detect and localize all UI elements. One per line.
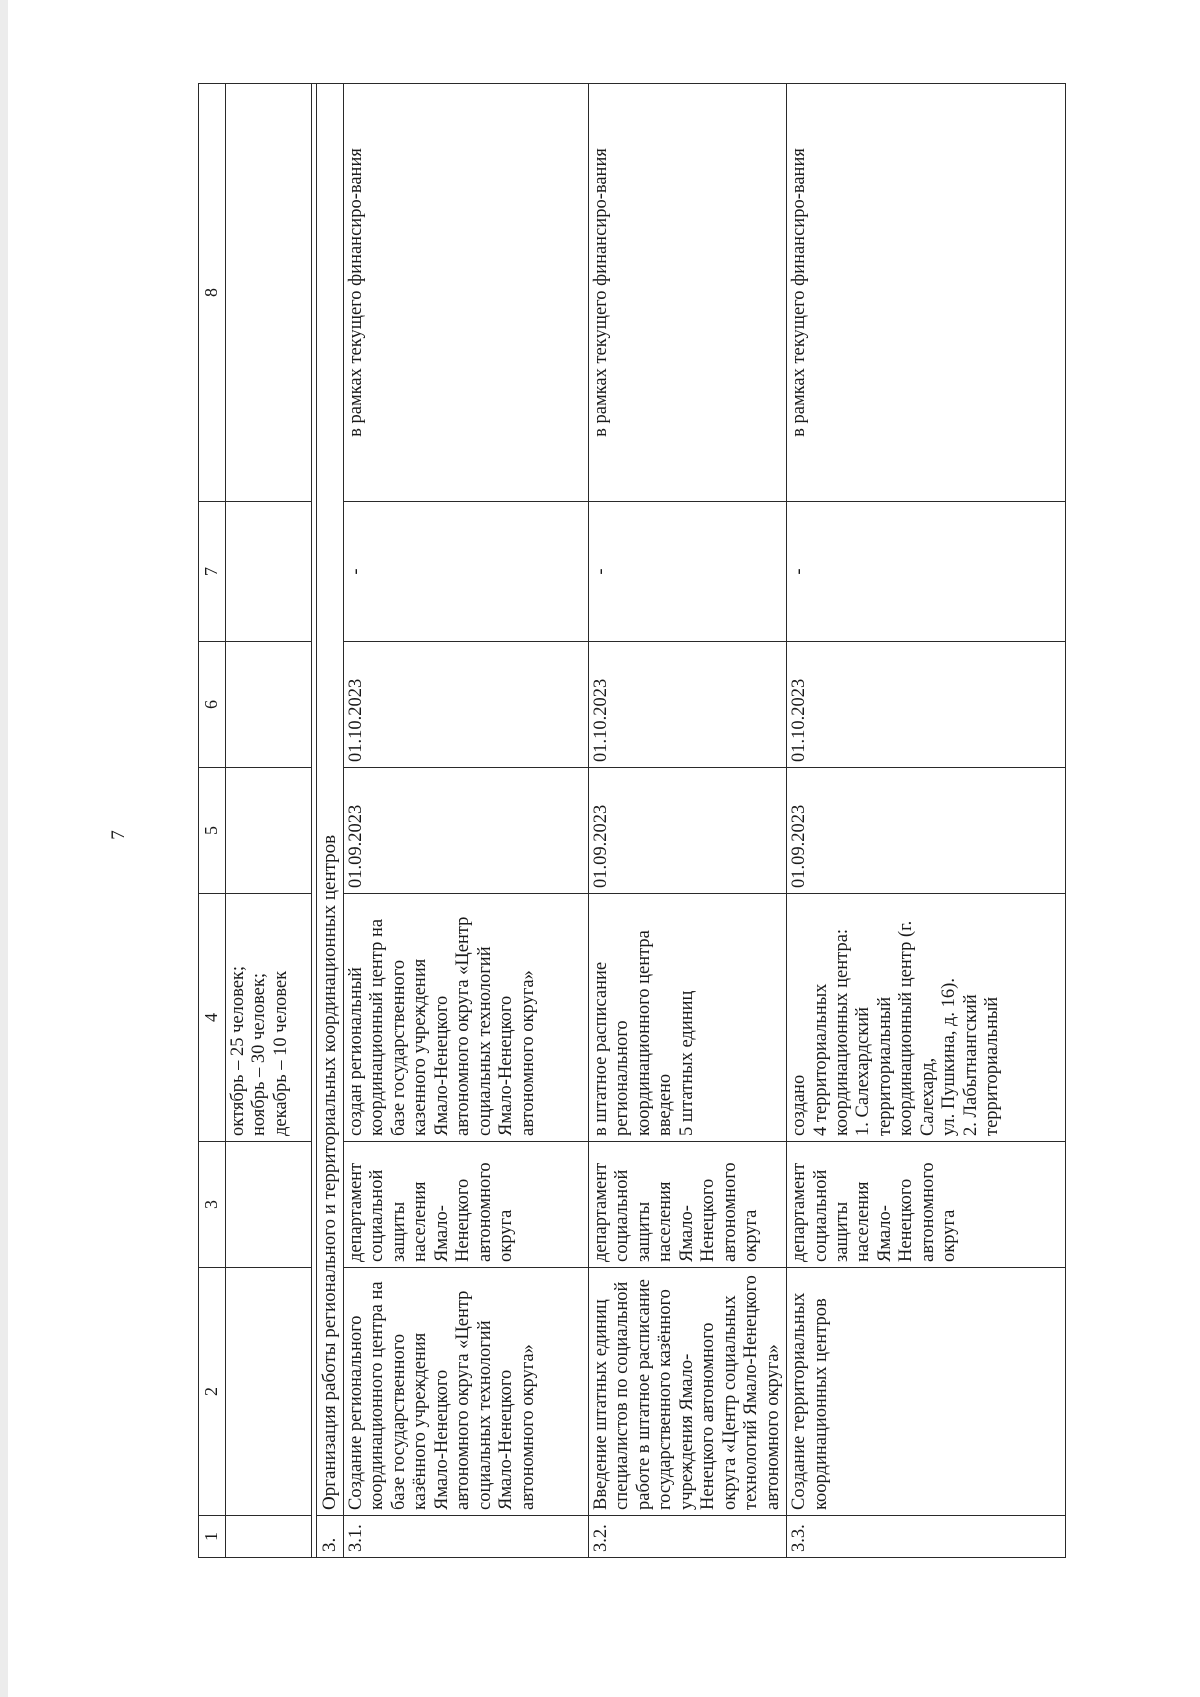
scan-edge — [0, 0, 8, 1697]
column-number-row — [199, 84, 226, 1558]
cell-empty — [226, 502, 312, 642]
activity-cell: Введение штатных единиц специалистов по социальной работе в штатное расписание государственного казённого учреждения Ямало-Ненецкого автономного округа «Центр социальных технологий Ямало-Ненецкого автономного округа» — [589, 1268, 787, 1516]
end-date: 01.10.2023 — [589, 642, 787, 768]
column-number: 6 — [199, 642, 226, 768]
activity-cell: Создание территориальных координационных центров — [787, 1268, 1066, 1516]
row-number: 3.1. — [344, 1516, 589, 1558]
start-date: 01.09.2023 — [589, 768, 787, 894]
activity-cell: Создание регионального координационного центра на базе государственного казённого учреждения Ямало-Ненецкого автономного округа «Центр социальных технологий Ямало-Ненецкого автономного округа» — [344, 1268, 589, 1516]
column-number: 7 — [199, 502, 226, 642]
col7-value: - — [344, 502, 589, 642]
start-date: 01.09.2023 — [787, 768, 1066, 894]
result-cell: создан региональный координационный центр на базе государственного казенного учреждения Ямало-Ненецкого автономного округа «Центр социальных технологий Ямало-Ненецкого автономного округа» — [344, 894, 589, 1142]
result-cell: создано 4 территориальных координационных центра: 1. Салехардский территориальный координационный центр (г. Салехард, ул. Пушкина, д. 16). 2. Лабытнангский территориальный — [787, 894, 1066, 1142]
col7-value: - — [589, 502, 787, 642]
table-row — [344, 84, 589, 1558]
cell-empty — [226, 1142, 312, 1268]
plan-table — [198, 83, 1066, 1558]
result-cell: в штатное расписание регионального координационного центра введено 5 штатных единиц — [589, 894, 787, 1142]
page-number: 7 — [108, 830, 129, 840]
responsible-cell: департамент социальной защиты населения Ямало-Ненецкого автономного округа — [589, 1142, 787, 1268]
column-number: 1 — [199, 1516, 226, 1558]
cell-empty — [226, 1516, 312, 1558]
financing-cell: в рамках текущего финансиро-вания — [344, 84, 589, 502]
financing-cell: в рамках текущего финансиро-вания — [787, 84, 1066, 502]
column-number: 4 — [199, 894, 226, 1142]
table-row — [787, 84, 1066, 1558]
row-number: 3.2. — [589, 1516, 787, 1558]
cell-empty — [226, 642, 312, 768]
column-number: 5 — [199, 768, 226, 894]
rotated-table-wrapper — [198, 84, 1066, 1558]
column-number: 3 — [199, 1142, 226, 1268]
end-date: 01.10.2023 — [344, 642, 589, 768]
section-number: 3. — [317, 1516, 344, 1558]
cell-empty — [226, 768, 312, 894]
column-number: 2 — [199, 1268, 226, 1516]
responsible-cell: департамент социальной защиты населения Ямало-Ненецкого автономного округа — [344, 1142, 589, 1268]
responsible-cell: департамент социальной защиты населения Ямало-Ненецкого автономного округа — [787, 1142, 1066, 1268]
continuation-row — [226, 84, 312, 1558]
row-number: 3.3. — [787, 1516, 1066, 1558]
section-title: Организация работы регионального и территориальных координационных центров — [317, 84, 344, 1516]
cell-empty — [226, 84, 312, 502]
continuation-indicator: октябрь – 25 человек; ноябрь – 30 человек; декабрь – 10 человек — [226, 894, 312, 1142]
col7-value: - — [787, 502, 1066, 642]
cell-empty — [226, 1268, 312, 1516]
end-date: 01.10.2023 — [787, 642, 1066, 768]
section-row — [317, 84, 344, 1558]
start-date: 01.09.2023 — [344, 768, 589, 894]
financing-cell: в рамках текущего финансиро-вания — [589, 84, 787, 502]
table-row — [589, 84, 787, 1558]
column-number: 8 — [199, 84, 226, 502]
